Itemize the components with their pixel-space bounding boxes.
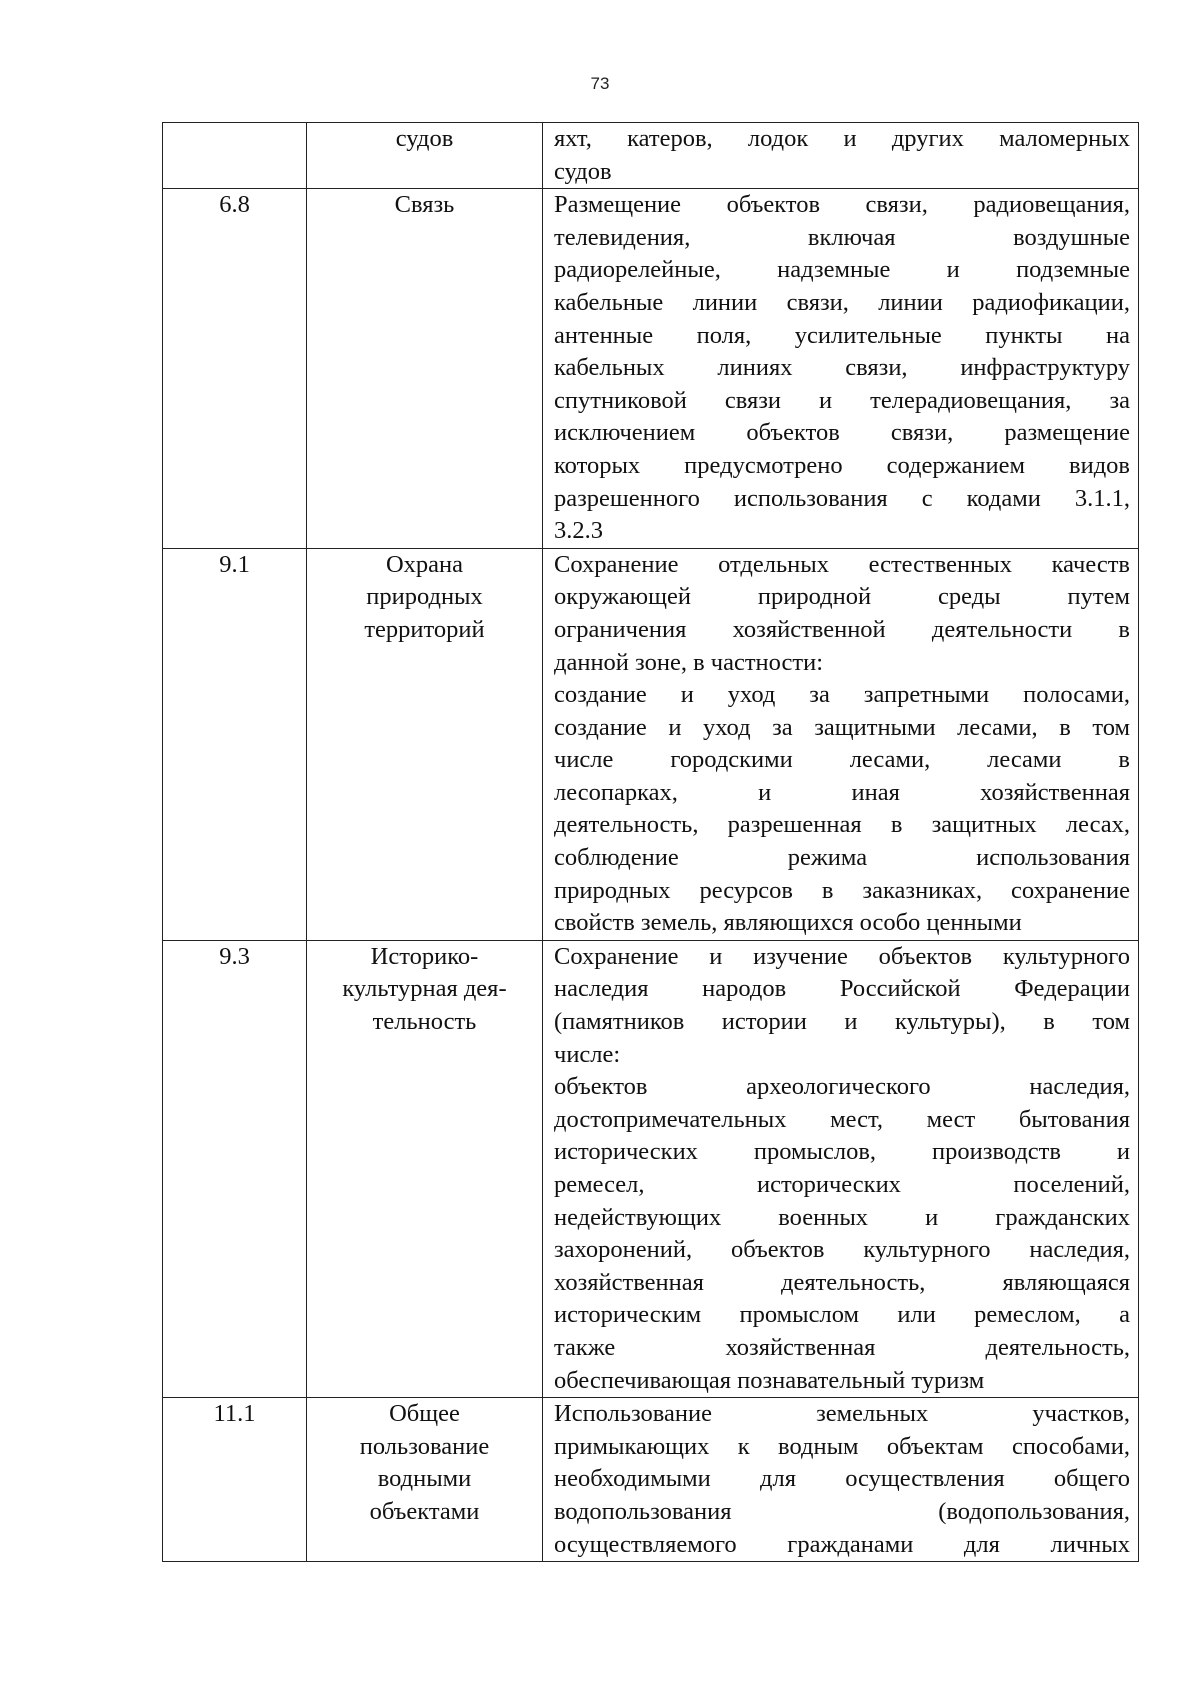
description-line: хозяйственная деятельность, являющаяся [554,1268,1130,1296]
name-line: судов [395,125,454,152]
description-cell [543,548,1139,940]
description-cell [543,189,1139,549]
name-line: Историко- [370,942,479,970]
code-cell [163,1398,307,1562]
description-line: исторических промыслов, производств и [554,1138,1130,1166]
name-line: Связь [394,191,455,219]
name-line: культурная дея- [342,975,507,1003]
table-row [163,189,1139,549]
description-line: наследия народов Российской Федерации [554,975,1130,1003]
table-row [163,548,1139,940]
description-line: окружающей природной среды путем [554,583,1130,611]
description-line: Сохранение отдельных естественных качеств [554,550,1130,578]
description-line: разрешенного использования с кодами 3.1.1, [554,484,1130,512]
name-line: тельность [372,1008,477,1036]
description-line: водопользования (водопользования, [554,1497,1130,1525]
name-line: природных [366,583,483,611]
description-line: природных ресурсов в заказниках, сохранение [554,876,1130,904]
description-line: исключением объектов связи, размещение [554,419,1130,447]
code-text: 9.1 [219,550,250,578]
description-line: деятельность, разрешенная в защитных лесах, [554,811,1130,839]
code-cell [163,548,307,940]
description-line: Сохранение и изучение объектов культурного [554,942,1130,970]
description-line: осуществляемого гражданами для личных [554,1530,1130,1558]
description-line: лесопарках, и иная хозяйственная [554,778,1130,806]
name-line: Общее [389,1400,460,1428]
description-line: числе: [554,1040,621,1068]
description-line: судов [554,157,612,185]
table-row [163,123,1139,189]
description-line: соблюдение режима использования [554,844,1130,872]
land-use-table [162,122,1139,1562]
code-cell [163,189,307,549]
description-line: недействующих военных и гражданских [554,1203,1130,1231]
description-line: также хозяйственная деятельность, [554,1333,1130,1361]
code-text: 9.3 [219,942,250,970]
code-cell [163,940,307,1397]
name-cell [307,1398,543,1562]
name-line: пользование [359,1432,490,1460]
description-line: яхт, катеров, лодок и других маломерных [554,125,1130,152]
name-cell [307,123,543,189]
description-line: данной зоне, в частности: [554,648,824,676]
page-number: 73 [590,74,610,93]
description-cell [543,123,1139,189]
name-cell [307,189,543,549]
description-line: телевидения, включая воздушные [554,223,1130,251]
description-line: числе городскими лесами, лесами в [554,746,1130,774]
description-line: антенные поля, усилительные пункты на [554,321,1130,349]
description-cell [543,1398,1139,1562]
description-line: ограничения хозяйственной деятельности в [554,615,1130,643]
name-line: водными [377,1465,472,1493]
description-line: создание и уход за запретными полосами, [554,681,1130,709]
name-line: Охрана [385,550,464,578]
code-text: 11.1 [213,1400,256,1428]
description-line: необходимыми для осуществления общего [554,1465,1130,1493]
table-row [163,940,1139,1397]
description-line: кабельных линиях связи, инфраструктуру [554,354,1130,382]
description-line: которых предусмотрено содержанием видов [554,451,1130,479]
description-line: Размещение объектов связи, радиовещания, [554,191,1130,219]
table-row [163,1398,1139,1562]
name-line: территорий [364,615,485,643]
description-line: свойств земель, являющихся особо ценными [554,909,1022,937]
name-cell [307,940,543,1397]
description-line: объектов археологического наследия, [554,1073,1130,1101]
description-line: захоронений, объектов культурного наследия, [554,1236,1130,1264]
description-line: спутниковой связи и телерадиовещания, за [554,386,1130,414]
description-line: Использование земельных участков, [554,1400,1130,1428]
description-line: радиорелейные, надземные и подземные [554,256,1130,284]
description-line: кабельные линии связи, линии радиофикации, [554,288,1130,316]
description-line: (памятников истории и культуры), в том [554,1008,1130,1036]
description-line: обеспечивающая познавательный туризм [554,1366,985,1394]
description-line: достопримечательных мест, мест бытования [554,1105,1130,1133]
description-line: историческим промыслом или ремеслом, а [554,1301,1130,1329]
code-cell [163,123,307,189]
description-line: ремесел, исторических поселений, [554,1171,1130,1198]
name-cell [307,548,543,940]
description-cell [543,940,1139,1397]
description-line: 3.2.3 [554,517,603,545]
name-line: объектами [369,1497,480,1525]
description-line: примыкающих к водным объектам способами, [554,1432,1130,1460]
description-line: создание и уход за защитными лесами, в том [554,713,1130,741]
code-text: 6.8 [219,191,250,219]
